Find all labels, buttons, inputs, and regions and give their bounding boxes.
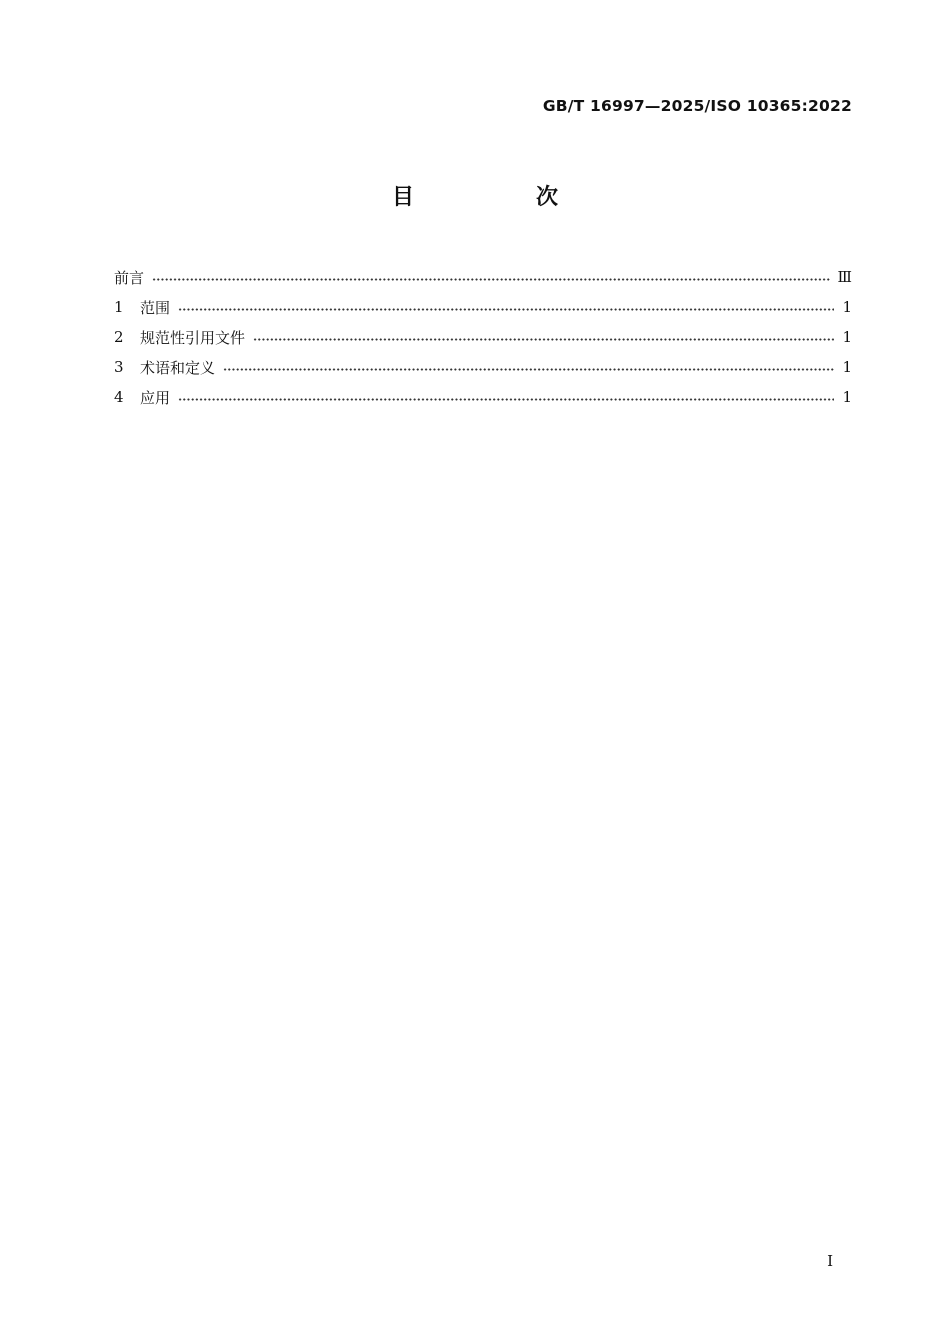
toc-entry-foreword[interactable] bbox=[114, 262, 852, 292]
toc-entry-label: 前言 bbox=[114, 268, 145, 287]
toc-entry-label: 规范性引用文件 bbox=[140, 328, 246, 347]
toc-entry-label: 应用 bbox=[140, 388, 171, 407]
toc-entry-page: 1 bbox=[842, 328, 852, 346]
standard-code: GB/T 16997—2025/ISO 10365:2022 bbox=[542, 97, 852, 115]
page-number: I bbox=[827, 1252, 833, 1270]
toc-entry-scope[interactable] bbox=[114, 292, 852, 322]
toc-entry-normative-references[interactable] bbox=[114, 322, 852, 352]
toc-entry-page: 1 bbox=[842, 388, 852, 406]
toc-entry-application[interactable] bbox=[114, 382, 852, 412]
toc-entry-number: 3 bbox=[114, 358, 124, 376]
toc-dot-leader bbox=[178, 398, 834, 401]
toc-dot-leader bbox=[223, 368, 834, 371]
toc-dot-leader bbox=[152, 278, 830, 281]
toc-entry-page: 1 bbox=[842, 298, 852, 316]
toc-entry-label: 范围 bbox=[140, 298, 171, 317]
toc-entry-page: 1 bbox=[842, 358, 852, 376]
toc-entry-label: 术语和定义 bbox=[140, 358, 216, 377]
toc-title: 目 次 bbox=[391, 185, 608, 210]
toc-dot-leader bbox=[178, 308, 834, 311]
toc-entry-number: 1 bbox=[114, 298, 124, 316]
toc-list bbox=[114, 262, 852, 412]
toc-entry-number: 4 bbox=[114, 388, 124, 406]
toc-entry-terms-definitions[interactable] bbox=[114, 352, 852, 382]
toc-entry-number: 2 bbox=[114, 328, 124, 346]
toc-dot-leader bbox=[253, 338, 834, 341]
toc-entry-page: Ⅲ bbox=[837, 268, 852, 286]
